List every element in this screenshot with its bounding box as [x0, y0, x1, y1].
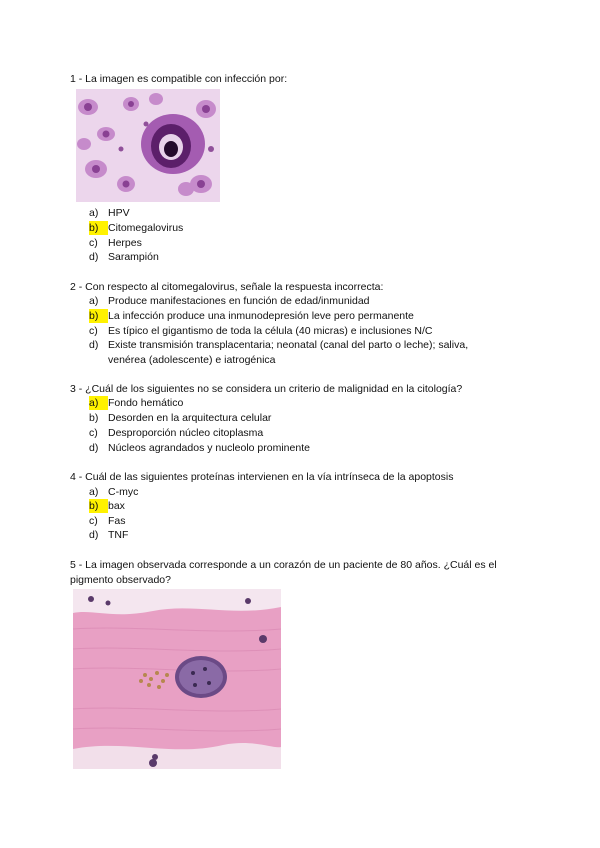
question-3-stem: 3 - ¿Cuál de los siguientes no se considera un criterio de malignidad en la citología? — [70, 383, 463, 395]
heart-micrograph — [73, 589, 281, 769]
question-4-option-d[interactable]: d) TNF — [89, 529, 129, 541]
question-2-option-a[interactable]: a) Produce manifestaciones en función de edad/inmunidad — [89, 295, 370, 307]
question-3-option-d[interactable]: d) Núcleos agrandados y nucleolo prominente — [89, 442, 310, 454]
question-5-stem-continued: pigmento observado? — [70, 574, 171, 586]
question-1-option-b[interactable]: b) Citomegalovirus — [89, 222, 184, 234]
question-3-option-a[interactable]: a) Fondo hemático — [89, 397, 184, 409]
question-3-option-b[interactable]: b) Desorden en la arquitectura celular — [89, 412, 272, 424]
question-2-option-b[interactable]: b) La infección produce una inmunodepresión leve pero permanente — [89, 310, 414, 322]
question-1-stem: 1 - La imagen es compatible con infección por: — [70, 73, 288, 85]
question-4-stem: 4 - Cuál de las siguientes proteínas intervienen en la vía intrínseca de la apoptosis — [70, 471, 454, 483]
question-2-option-d[interactable]: d) Existe transmisión transplacentaria; neonatal (canal del parto o leche); saliva, — [89, 339, 469, 351]
question-4-option-a[interactable]: a) C-myc — [89, 486, 139, 498]
question-2-option-c[interactable]: c) Es típico el gigantismo de toda la célula (40 micras) e inclusiones N/C — [89, 325, 433, 337]
question-2-stem: 2 - Con respecto al citomegalovirus, señale la respuesta incorrecta: — [70, 281, 384, 293]
question-1-option-c[interactable]: c) Herpes — [89, 237, 142, 249]
question-1-option-d[interactable]: d) Sarampión — [89, 251, 159, 263]
question-1-option-a[interactable]: a) HPV — [89, 207, 130, 219]
question-5-stem: 5 - La imagen observada corresponde a un corazón de un paciente de 80 años. ¿Cuál es el — [70, 559, 497, 571]
cmv-micrograph — [76, 89, 220, 202]
question-3-option-c[interactable]: c) Desproporción núcleo citoplasma — [89, 427, 264, 439]
question-4-option-c[interactable]: c) Fas — [89, 515, 126, 527]
question-2-option-d-continued: venérea (adolescente) e iatrogénica — [108, 354, 276, 366]
question-4-option-b[interactable]: b) bax — [89, 500, 125, 512]
